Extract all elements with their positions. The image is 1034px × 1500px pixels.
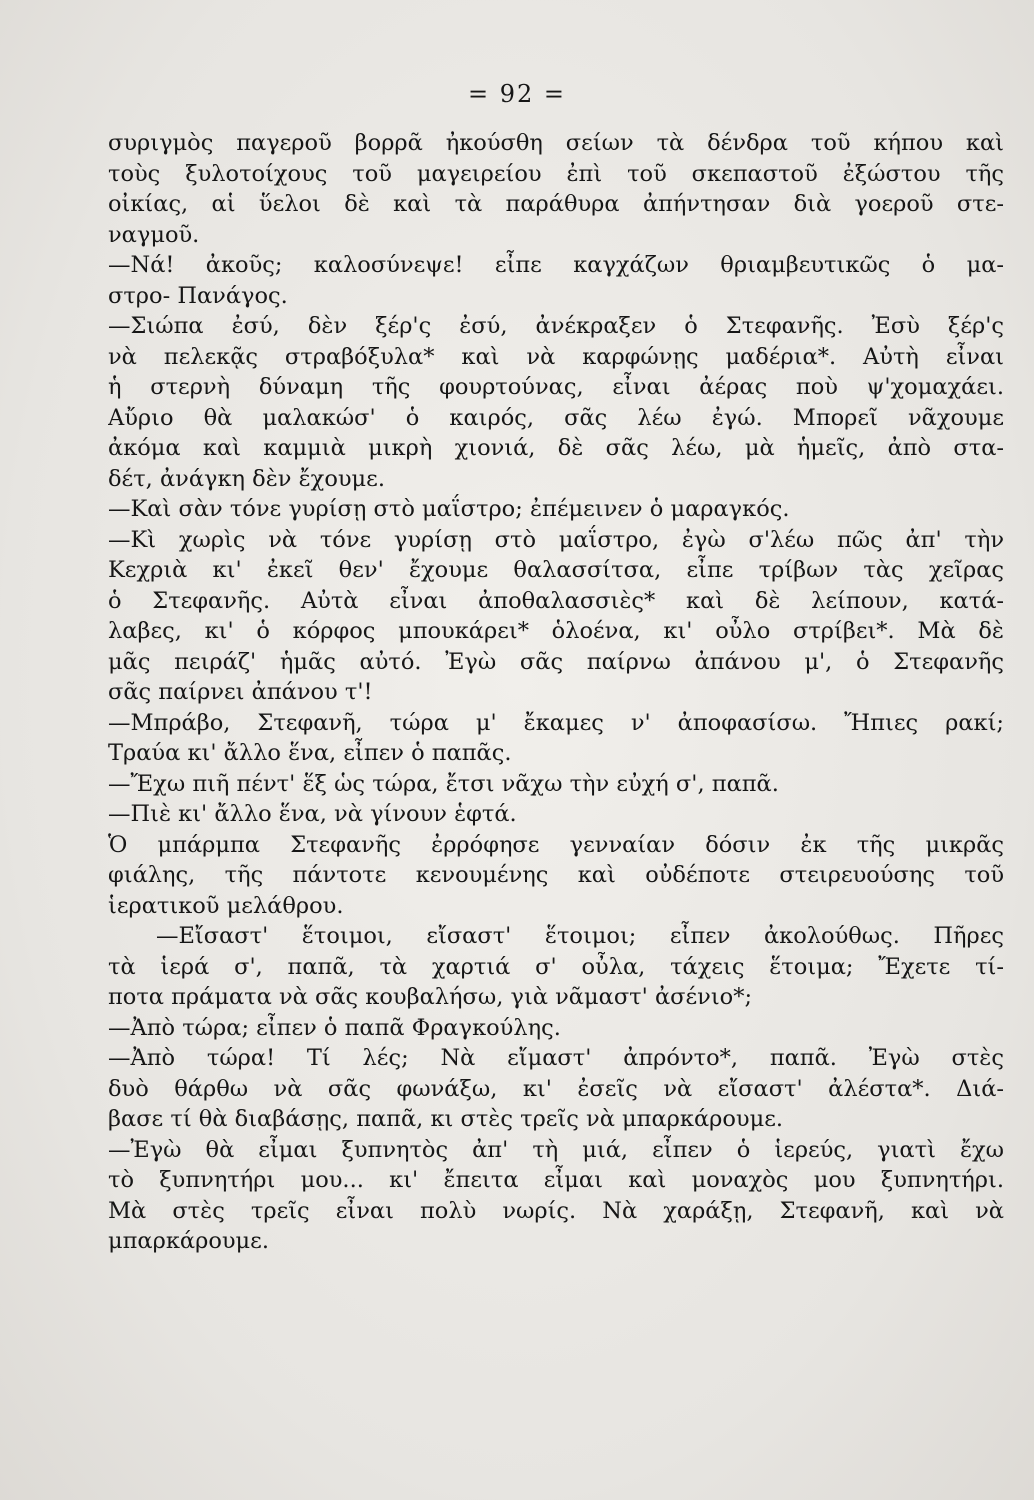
- text-line: συριγμὸς παγεροῦ βορρᾶ ἠκούσθη σείων τὰ δένδρα τοῦ κήπου καὶ: [108, 130, 1004, 156]
- text-line: φιάλης, τῆς πάντοτε κενουμένης καὶ οὐδέποτε στειρευούσης τοῦ: [108, 862, 1004, 888]
- text-line: Αὔριο θὰ μαλακώσ' ὁ καιρός, σᾶς λέω ἐγώ. Μπορεῖ νᾶχουμε: [108, 404, 1004, 431]
- text-line: —Ἔχω πιῆ πέντ' ἕξ ὡς τώρα, ἔτσι νᾶχω τὴν εὐχή σ', παπᾶ.: [108, 770, 779, 797]
- text-line: —Σιώπα ἐσύ, δὲν ξέρ'ς ἐσύ, ἀνέκραξεν ὁ Στεφανῆς. Ἐσὺ ξέρ'ς: [108, 313, 1004, 339]
- text-line: μπαρκάρουμε.: [108, 1228, 269, 1254]
- body-text: [108, 128, 1004, 1257]
- text-line: —Μπράβο, Στεφανῆ, τώρα μ' ἔκαμες ν' ἀποφασίσω. Ἤπιες ρακί;: [108, 709, 1004, 736]
- text-line: νὰ πελεκᾷς στραβόξυλα* καὶ νὰ καρφώνῃς μαδέρια*. Αὐτὴ εἶναι: [108, 343, 1004, 370]
- text-line: δέτ, ἀνάγκη δὲν ἔχουμε.: [108, 465, 385, 492]
- text-line: —Νά! ἀκοῦς; καλοσύνεψε! εἶπε καγχάζων θριαμβευτικῶς ὁ μα-: [108, 252, 1004, 278]
- text-line: —Ἐγὼ θὰ εἶμαι ξυπνητὸς ἀπ' τὴ μιά, εἶπεν ὁ ἱερεύς, γιατὶ ἔχω: [108, 1136, 1004, 1163]
- text-line: μᾶς πειράζ' ἡμᾶς αὐτό. Ἐγὼ σᾶς παίρνω ἀπάνου μ', ὁ Στεφανῆς: [108, 648, 1004, 675]
- text-line: στρο- Πανάγος.: [108, 282, 288, 309]
- text-line: τὰ ἱερά σ', παπᾶ, τὰ χαρτιά σ' οὖλα, τάχεις ἕτοιμα; Ἔχετε τί-: [108, 953, 1004, 980]
- text-line: Τραύα κι' ἄλλο ἕνα, εἶπεν ὁ παπᾶς.: [108, 740, 512, 766]
- text-line: ἡ στερνὴ δύναμη τῆς φουρτούνας, εἶναι ἀέρας ποὺ ψ'χομαχάει.: [108, 374, 1004, 400]
- text-line: —Εἴσαστ' ἕτοιμοι, εἴσαστ' ἕτοιμοι; εἶπεν ἀκολούθως. Πῆρες: [156, 923, 1004, 949]
- text-line: Ὁ μπάρμπα Στεφανῆς ἐρρόφησε γενναίαν δόσιν ἐκ τῆς μικρᾶς: [108, 831, 1004, 858]
- text-line: ἀκόμα καὶ καμμιὰ μικρὴ χιονιά, δὲ σᾶς λέω, μὰ ἡμεῖς, ἀπὸ στα-: [108, 435, 1004, 461]
- text-line: οἰκίας, αἱ ὕελοι δὲ καὶ τὰ παράθυρα ἀπήντησαν διὰ γοεροῦ στε-: [108, 191, 1004, 217]
- text-line: τοὺς ξυλοτοίχους τοῦ μαγειρείου ἐπὶ τοῦ σκεπαστοῦ ἐξώστου τῆς: [108, 160, 1004, 187]
- text-line: —Πιὲ κι' ἄλλο ἕνα, νὰ γίνουν ἑφτά.: [108, 801, 517, 827]
- text-line: δυὸ θάρθω νὰ σᾶς φωνάξω, κι' ἐσεῖς νὰ εἴσαστ' ἀλέστα*. Διά-: [108, 1075, 1004, 1102]
- text-line: —Καὶ σὰν τόνε γυρίσῃ στὸ μαΐστρο; ἐπέμεινεν ὁ μαραγκός.: [108, 496, 790, 522]
- text-line: —Κὶ χωρὶς νὰ τόνε γυρίσῃ στὸ μαΐστρο, ἐγὼ σ'λέω πῶς ἀπ' τὴν: [108, 526, 1004, 553]
- text-line: βασε τί θὰ διαβάσῃς, παπᾶ, κι στὲς τρεῖς νὰ μπαρκάρουμε.: [108, 1106, 784, 1132]
- text-line: ναγμοῦ.: [108, 221, 200, 248]
- text-line: σᾶς παίρνει ἀπάνου τ'!: [108, 679, 373, 705]
- text-line: ὁ Στεφανῆς. Αὐτὰ εἶναι ἀποθαλασσιὲς* καὶ δὲ λείπουν, κατά-: [108, 587, 1004, 614]
- text-line: ποτα πράματα νὰ σᾶς κουβαλήσω, γιὰ νᾶμαστ' ἀσένιο*;: [108, 984, 753, 1010]
- text-line: ἱερατικοῦ μελάθρου.: [108, 892, 344, 919]
- text-line: —Ἀπὸ τώρα; εἶπεν ὁ παπᾶ Φραγκούλης.: [108, 1014, 561, 1041]
- text-line: τὸ ξυπνητήρι μου... κι' ἔπειτα εἶμαι καὶ μοναχὸς μου ξυπνητήρι.: [108, 1167, 1004, 1193]
- page-number: = 92 =: [467, 80, 566, 108]
- text-line: λαβες, κι' ὁ κόρφος μπουκάρει* ὁλοένα, κι' οὖλο στρίβει*. Μὰ δὲ: [108, 618, 1004, 644]
- text-line: —Ἀπὸ τώρα! Τί λές; Νὰ εἴμαστ' ἀπρόντο*, παπᾶ. Ἐγὼ στὲς: [108, 1045, 1004, 1071]
- text-line: Κεχριὰ κι' ἐκεῖ θεν' ἔχουμε θαλασσίτσα, εἶπε τρίβων τὰς χεῖρας: [108, 557, 1004, 583]
- text-line: Μὰ στὲς τρεῖς εἶναι πολὺ νωρίς. Νὰ χαράξῃ, Στεφανῆ, καὶ νὰ: [108, 1197, 1004, 1224]
